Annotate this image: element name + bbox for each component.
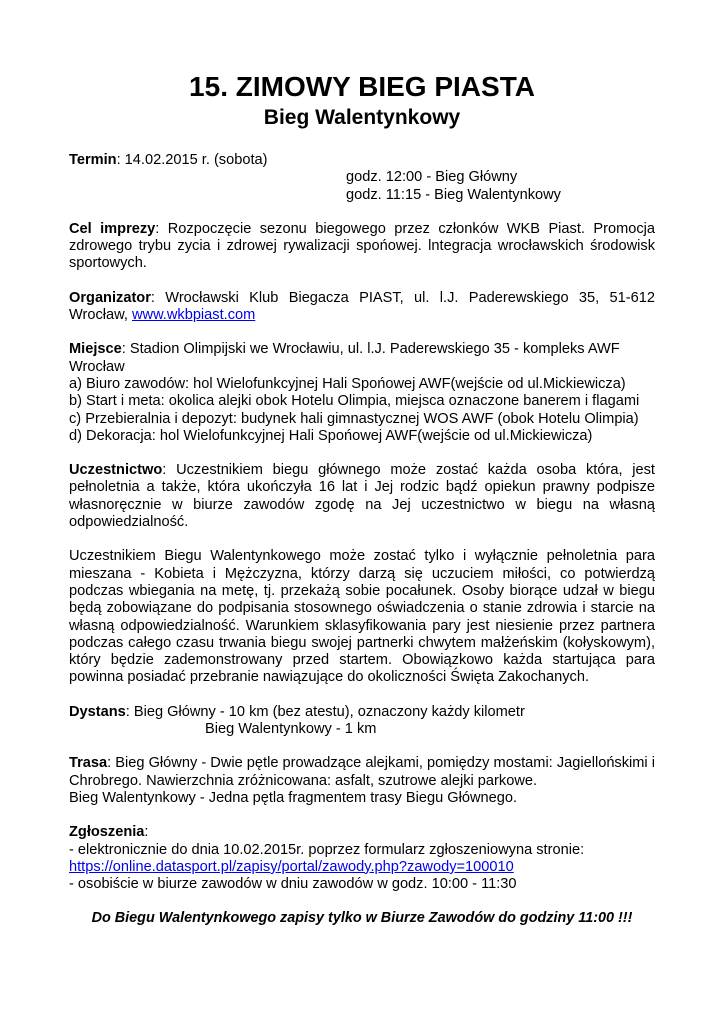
page-subtitle: Bieg Walentynkowy — [263, 106, 461, 129]
zgloszenia-office: - osobiście w biurze zawodów w dniu zawodów w godz. 10:00 - 11:30 — [69, 876, 517, 893]
uczestnictwo-section — [69, 462, 655, 687]
organizator-label: Organizator — [69, 289, 151, 306]
zgloszenia-colon: : — [144, 824, 149, 841]
miejsce-label: Miejsce — [69, 341, 122, 358]
termin-label: Termin — [69, 152, 117, 168]
trasa-label: Trasa — [69, 755, 108, 772]
cel-section — [69, 221, 655, 273]
termin-time-walentynkowy: godz. 11:15 - Bieg Walentynkowy — [346, 186, 561, 203]
organizator-text: : Wrocławski Klub Biegacza PIAST, ul. l.J. Paderewskiego 35, 51-612 Wrocław, — [69, 289, 655, 324]
zgloszenia-online: - elektronicznie do dnia 10.02.2015r. poprzez formularz zgłoszeniowyna stronie: — [69, 841, 585, 858]
organizator-website-link[interactable]: www.wkbpiast.com — [132, 307, 256, 324]
uczestnictwo-text: : Uczestnikiem biegu głównego może zostać każda osoba która, jest pełnoletnia a także, która ukończyła 16 lat i Jej rodzic bądź opiekun prawny podpisze własnoręcznie w biurze zawodów zgodę na Jej uczestnictwo w biegu na własną odpowiedzialność. — [69, 462, 655, 531]
miejsce-item-c: c) Przebieralnia i depozyt: budynek hali gimnastycznej WOS AWF (obok Hotelu Olimpia) — [69, 410, 639, 427]
dystans-section — [69, 704, 655, 739]
termin-section — [69, 152, 655, 204]
miejsce-text: : Stadion Olimpijski we Wrocławiu, ul. l.J. Paderewskiego 35 - kompleks AWF Wrocław — [69, 341, 620, 375]
cel-text: : Rozpoczęcie sezonu biegowego przez członków WKB Piast. Promocja zdrowego trybu zycia i zdrowej rywalizacji spońowej. lntegracja wrocławskich środowisk sportowych. — [69, 220, 655, 272]
page-title: 15. ZIMOWY BIEG PIASTA — [189, 71, 535, 102]
dystans-main: : Bieg Główny - 10 km (bez atestu), oznaczony każdy kilometr — [125, 703, 525, 720]
dystans-label: Dystans — [69, 703, 126, 720]
uczestnictwo-walentynkowy-text: Uczestnikiem Biegu Walentynkowego może zostać tylko i wyłącznie pełnoletnia para mieszana - Kobieta i Mężczyzna, którzy darzą się uczuciem miłości, co potwierdzą podczas wbiegania na metę, tj. przekażą sobie pocałunek. Osoby biorące udzał w biegu będą zobowiązane do podpisania stosownego oświadczenia o stanie zdrowia i starcie na własną odpowiedzialność. Warunkiem sklasyfikowania pary jest niesienie przez partnera podczas całego czasu trwania biegu swojej partnerki chwytem małżeńskim (kołyskowym), który będzie zademonstrowany przed startem. Obowiązkowo każda startująca para powinna posiadać przebranie nawiązujące do okoliczności Święta Zakochanych. — [69, 548, 655, 686]
registration-link[interactable]: https://online.datasport.pl/zapisy/portal/zawody.php?zawody=100010 — [69, 858, 514, 875]
zgloszenia-section — [69, 824, 655, 893]
trasa-walentynkowy: Bieg Walentynkowy - Jedna pętla fragmentem trasy Biegu Głównego. — [69, 789, 518, 806]
termin-date: : 14.02.2015 r. (sobota) — [116, 152, 268, 168]
final-note: Do Biegu Walentynkowego zapisy tylko w Biurze Zawodów do godziny 11:00 !!! — [91, 910, 633, 927]
uczestnictwo-label: Uczestnictwo — [69, 462, 163, 479]
miejsce-item-b: b) Start i meta: okolica alejki obok Hotelu Olimpia, miejsca oznaczone banerem i flagami — [69, 393, 640, 410]
miejsce-item-a: a) Biuro zawodów: hol Wielofunkcyjnej Hali Spońowej AWF(wejście od ul.Mickiewicza) — [69, 375, 626, 392]
termin-time-main: godz. 12:00 - Bieg Główny — [346, 169, 518, 186]
cel-label: Cel imprezy — [69, 220, 156, 237]
trasa-section — [69, 755, 655, 807]
miejsce-section — [69, 341, 655, 445]
zgloszenia-label: Zgłoszenia — [69, 824, 145, 841]
organizator-section — [69, 290, 655, 325]
trasa-text: : Bieg Główny - Dwie pętle prowadzące alejkami, pomiędzy mostami: Jagiellońskimi i Chrobrego. Nawierzchnia zróżnicowana: asfalt, szutrowe alejki parkowe. — [69, 755, 655, 789]
miejsce-item-d: d) Dekoracja: hol Wielofunkcyjnej Hali Spońowej AWF(wejście od ul.Mickiewicza) — [69, 427, 593, 444]
document-content — [69, 70, 655, 928]
dystans-walentynkowy: Bieg Walentynkowy - 1 km — [205, 721, 377, 738]
